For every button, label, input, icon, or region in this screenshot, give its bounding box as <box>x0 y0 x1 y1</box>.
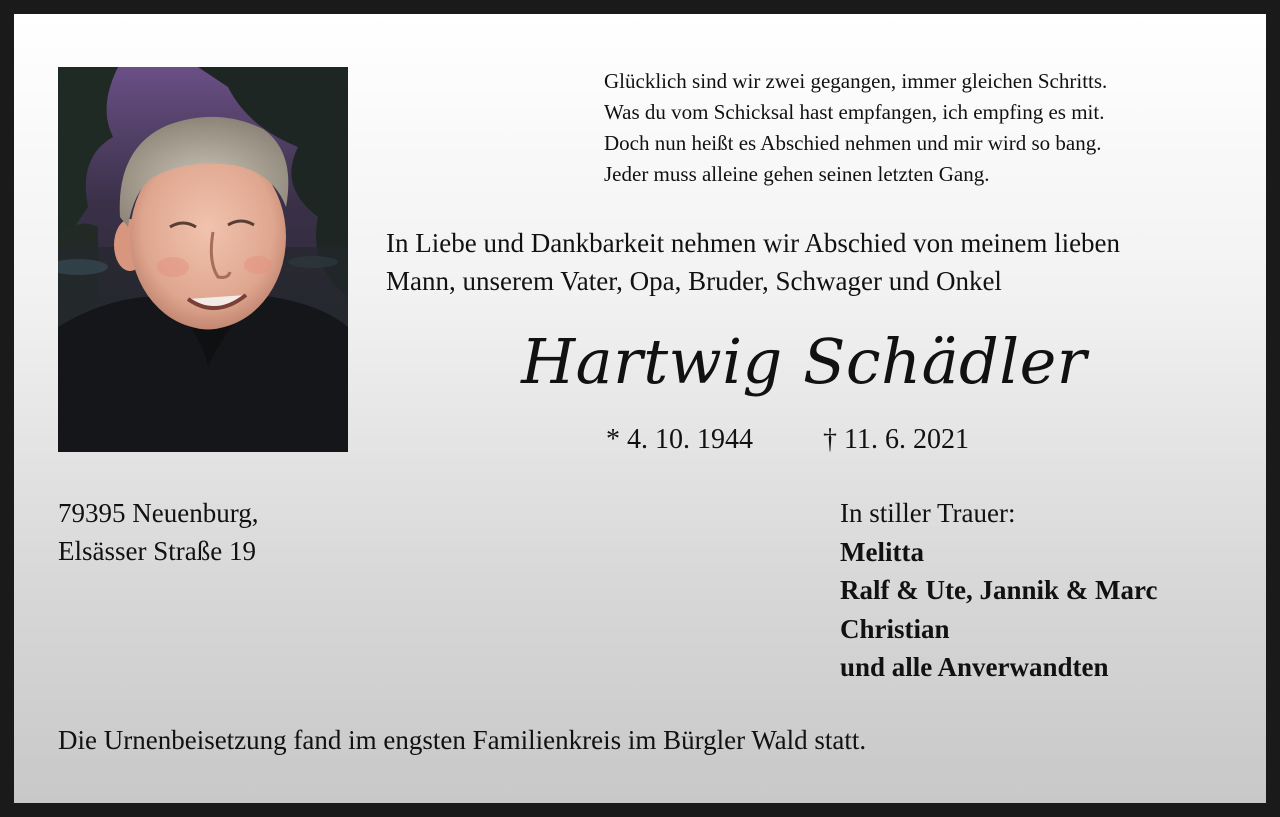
burial-note: Die Urnenbeisetzung fand im engsten Familienkreis im Bürgler Wald statt. <box>58 725 867 755</box>
address <box>58 494 258 570</box>
intro-line: In Liebe und Dankbarkeit nehmen wir Abschied von meinem lieben <box>386 228 1121 258</box>
mourners-heading: In stiller Trauer: <box>840 498 1016 528</box>
life-dates <box>606 420 969 460</box>
poem-line: Jeder muss alleine gehen seinen letzten Gang. <box>604 162 990 186</box>
portrait-photo <box>58 67 348 452</box>
mourner-name: Christian <box>840 613 950 644</box>
mourner-name: Melitta <box>840 536 924 567</box>
intro-line: Mann, unserem Vater, Opa, Bruder, Schwager und Onkel <box>386 266 1002 296</box>
death-date: † 11. 6. 2021 <box>823 424 969 455</box>
mourners <box>840 494 1260 687</box>
address-line: 79395 Neuenburg, <box>58 498 259 528</box>
portrait-illustration <box>58 67 348 452</box>
mourner-name: und alle Anverwandten <box>840 652 1109 682</box>
address-line: Elsässer Straße 19 <box>58 536 256 566</box>
deceased-name: Hartwig Schädler <box>521 325 1087 398</box>
poem-line: Was du vom Schicksal hast empfangen, ich empfing es mit. <box>604 100 1105 124</box>
poem-line: Doch nun heißt es Abschied nehmen und mir wird so bang. <box>604 131 1102 155</box>
poem <box>604 66 1244 190</box>
poem-line: Glücklich sind wir zwei gegangen, immer gleichen Schritts. <box>604 69 1108 93</box>
farewell-intro <box>386 224 1246 300</box>
mourner-name: Ralf & Ute, Jannik & Marc <box>840 575 1158 605</box>
birth-date: * 4. 10. 1944 <box>606 424 753 455</box>
obituary-notice <box>14 14 1266 803</box>
